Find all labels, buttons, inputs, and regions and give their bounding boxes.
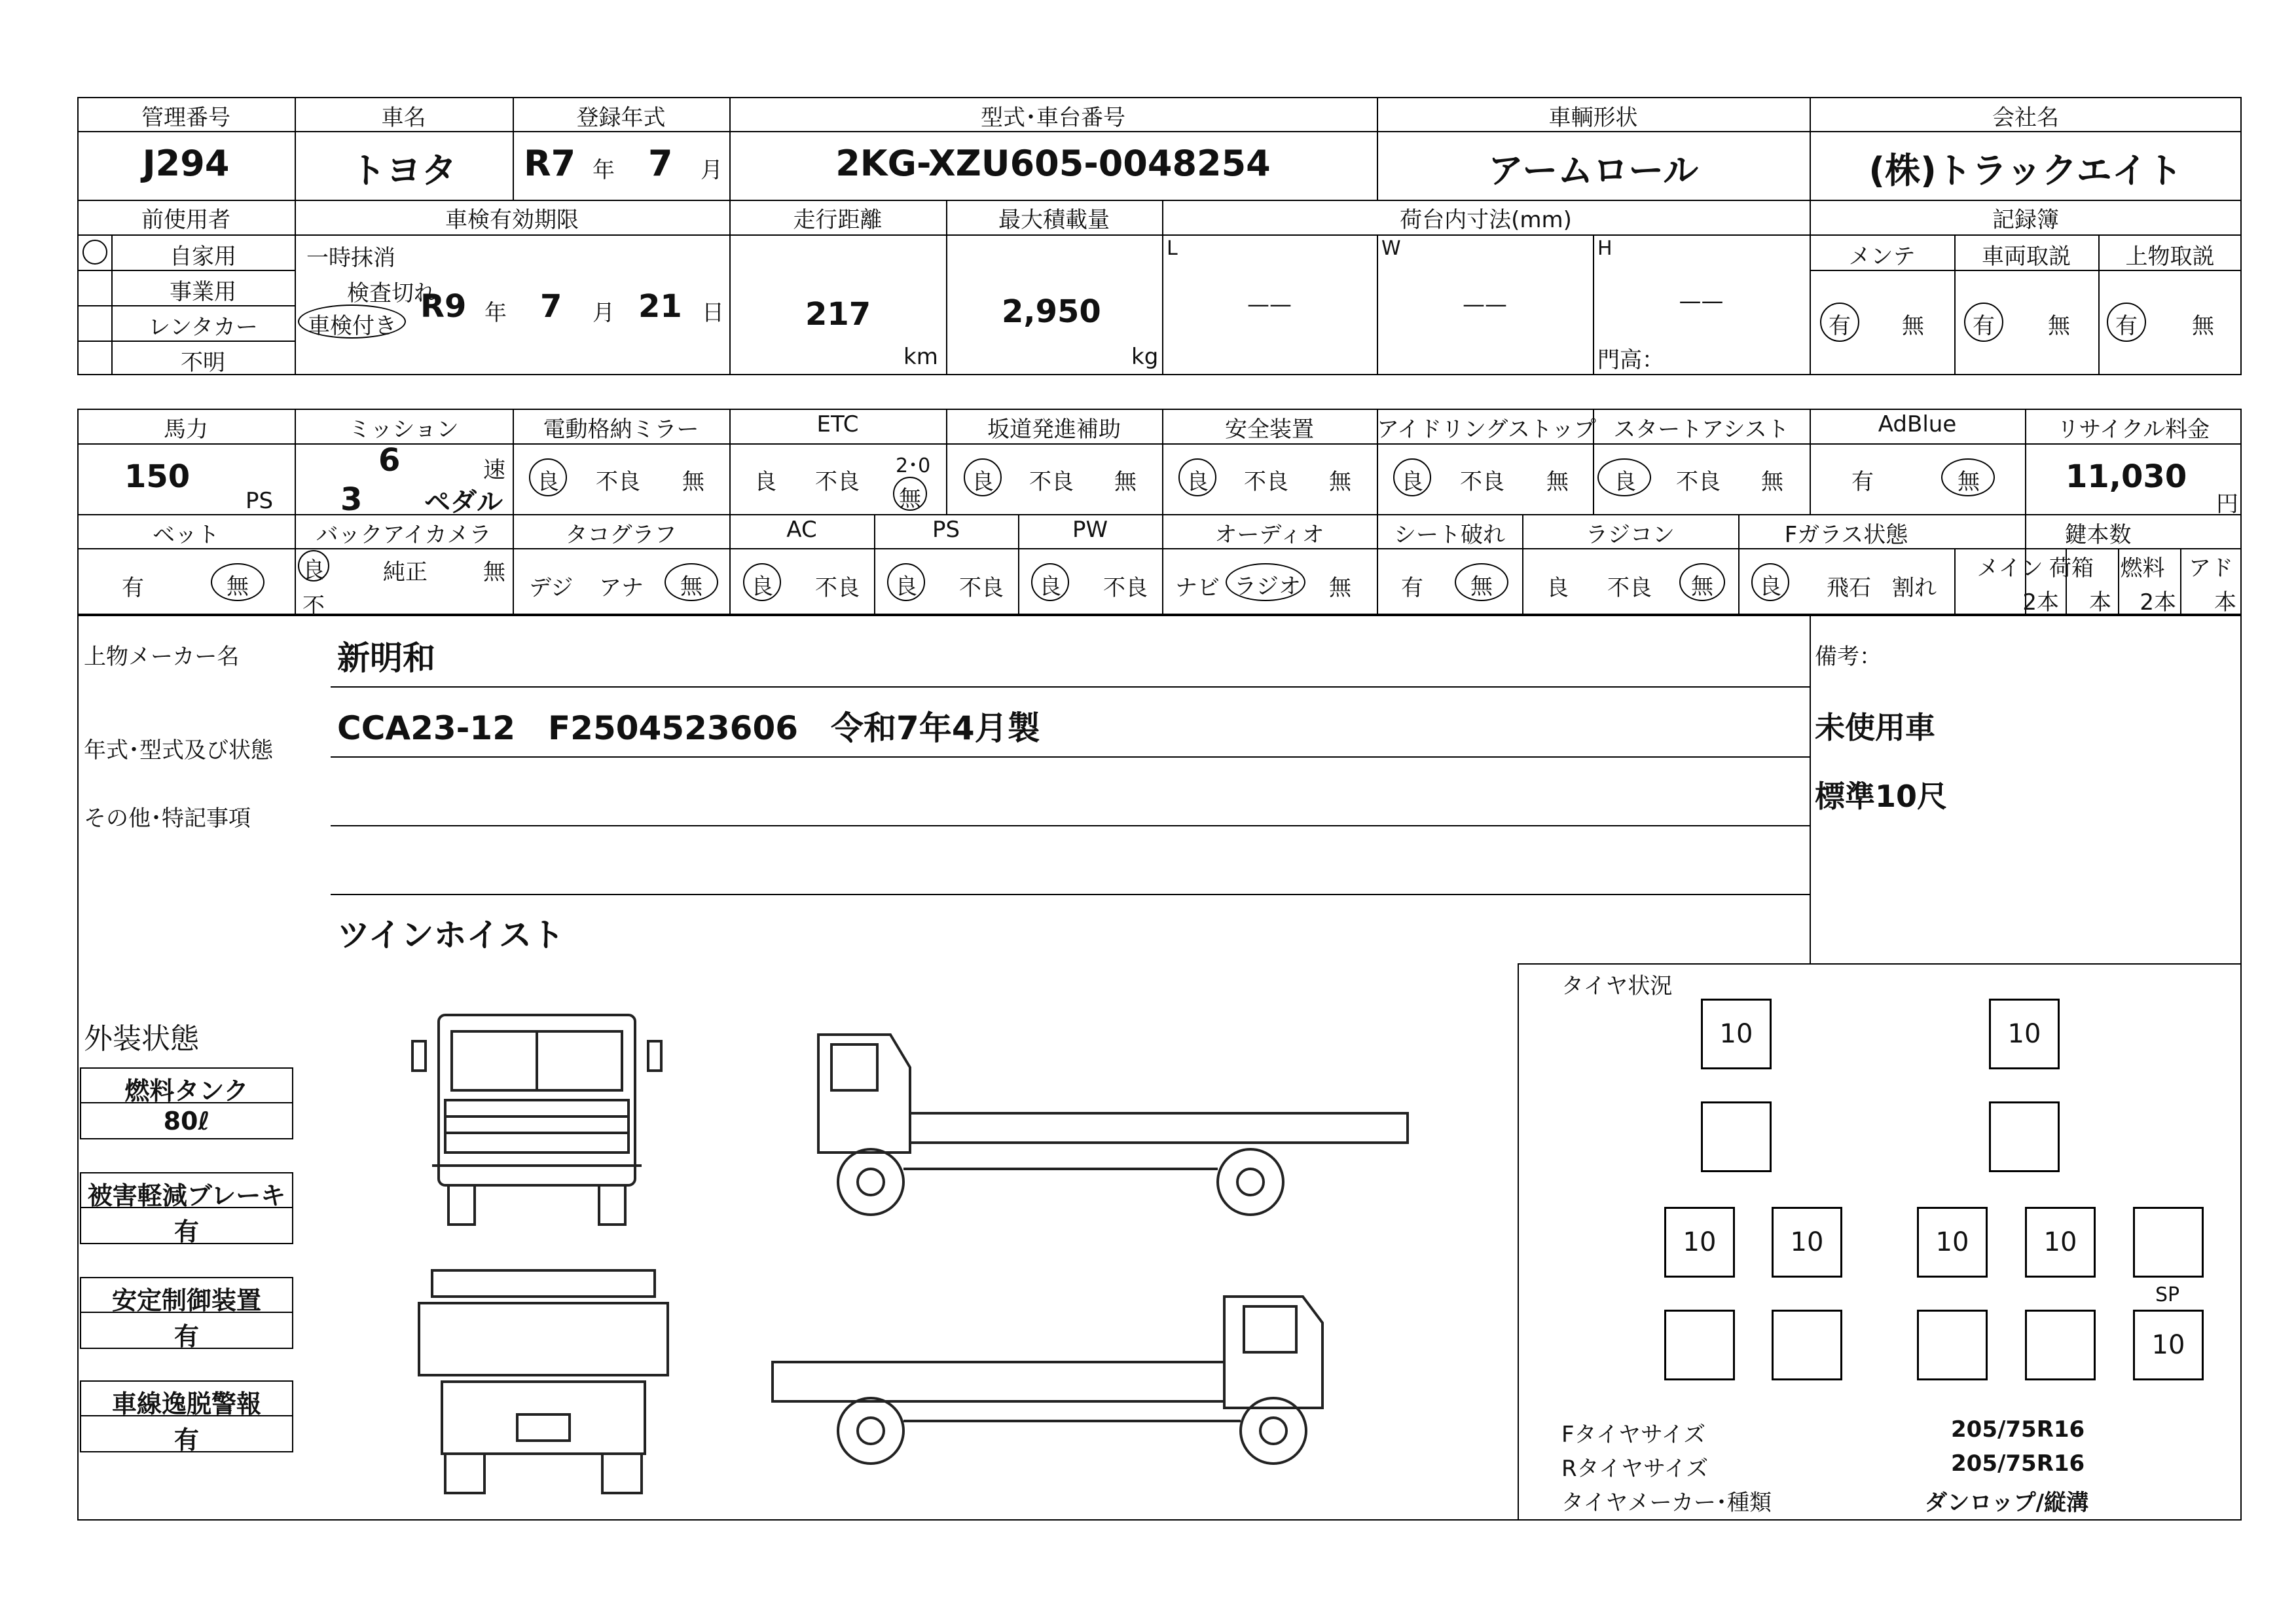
tire-maker: ダンロップ/縦溝 <box>1925 1490 2089 1516</box>
sleeper-yes: 有 <box>122 575 144 601</box>
tire-front-left: 10 <box>1701 999 1772 1069</box>
etc-none: 無 <box>899 486 921 512</box>
sleeper-none: 無 <box>227 574 249 600</box>
year-model-value: CCA23-12 F2504523606 令和7年4月製 <box>337 709 1040 747</box>
label-car-name: 車名 <box>381 105 426 131</box>
remote-bad: 不良 <box>1607 575 1652 601</box>
r-tire-size-label: Rタイヤサイズ <box>1561 1456 1709 1482</box>
gate-height-label: 門高： <box>1597 347 1664 373</box>
label-other-notes: その他･特記事項 <box>84 805 251 832</box>
glass-good: 良 <box>1759 574 1781 600</box>
mirror-none: 無 <box>682 469 704 495</box>
reg-era: R7 <box>524 143 576 184</box>
label-adblue: AdBlue <box>1878 411 1957 437</box>
f-tire-size: 205/75R16 <box>1951 1416 2085 1443</box>
label-safety: 安全装置 <box>1225 416 1314 443</box>
truck-diagrams <box>393 995 1506 1519</box>
max-load-value: 2,950 <box>1002 293 1101 330</box>
ext-fuel-label: 燃料タンク <box>124 1077 249 1105</box>
key-cargo-label: 荷箱 <box>2049 555 2094 581</box>
insp-month: 7 <box>540 288 562 325</box>
label-model-chassis: 型式･車台番号 <box>981 105 1125 131</box>
pw-bad: 不良 <box>1103 575 1148 601</box>
safety-none: 無 <box>1329 469 1351 495</box>
label-mileage: 走行距離 <box>793 207 883 233</box>
mirror-bad: 不良 <box>596 469 640 495</box>
bed-L-label: L <box>1167 237 1178 260</box>
recycle-fee: 11,030 <box>2066 458 2187 495</box>
label-company: 会社名 <box>1992 105 2059 131</box>
label-audio: オーディオ <box>1214 522 1324 548</box>
ext-stability-value: 有 <box>173 1322 199 1351</box>
rec-maint-ari: 有 <box>1829 313 1851 339</box>
ext-lane-value: 有 <box>173 1426 199 1454</box>
bed-W-label: W <box>1381 237 1401 260</box>
truck-front-view <box>412 1015 661 1225</box>
key-main-label: メイン <box>1977 555 2043 581</box>
ac-bad: 不良 <box>815 575 860 601</box>
pedal-label: ペダル <box>424 487 503 517</box>
ps-bad: 不良 <box>959 575 1004 601</box>
audio-none: 無 <box>1329 575 1351 601</box>
start-bad: 不良 <box>1676 469 1721 495</box>
label-hp: 馬力 <box>164 416 208 443</box>
tire-front-right-2 <box>1989 1101 2060 1172</box>
key-fuel-label: 燃料 <box>2120 555 2165 581</box>
label-ps: PS <box>932 517 960 543</box>
backcam-none: 無 <box>483 559 505 585</box>
tire-rear-left-inner: 10 <box>1772 1207 1842 1278</box>
insp-option-valid: 車検付き <box>308 313 397 339</box>
label-max-load: 最大積載量 <box>998 207 1110 233</box>
f-tire-size-label: Fタイヤサイズ <box>1561 1422 1706 1448</box>
bed-H-label: H <box>1597 237 1613 260</box>
remark-unused: 未使用車 <box>1815 710 1935 745</box>
idle-none: 無 <box>1546 469 1569 495</box>
rec-vehicle-ari: 有 <box>1973 313 1995 339</box>
max-load-unit: kg <box>1131 344 1159 370</box>
rec-body-nashi: 無 <box>2192 313 2214 339</box>
backcam-good: 良 <box>302 557 325 583</box>
reg-month: 7 <box>648 143 673 184</box>
rec-body-ari: 有 <box>2115 313 2138 339</box>
company: (株)トラックエイト <box>1868 150 2183 191</box>
body-shape: アームロール <box>1487 150 1699 191</box>
mgmt-no: J294 <box>142 143 230 184</box>
tire-rear-left-outer: 10 <box>1664 1207 1735 1278</box>
pw-good: 良 <box>1039 574 1061 600</box>
car-name: トヨタ <box>350 150 457 191</box>
label-glass: Fガラス状態 <box>1784 522 1908 548</box>
ext-brake-value: 有 <box>173 1217 199 1246</box>
remote-good: 良 <box>1546 575 1569 601</box>
insp-option-temp-cancel: 一時抹消 <box>306 245 395 271</box>
pedal-count: 3 <box>340 481 363 518</box>
r-tire-size: 205/75R16 <box>1951 1450 2085 1477</box>
tire-status-title: タイヤ状況 <box>1561 973 1673 999</box>
ps-good: 良 <box>895 574 917 600</box>
label-body-shape: 車輌形状 <box>1548 105 1638 131</box>
insp-option-expired: 検査切れ <box>347 280 436 306</box>
mirror-good: 良 <box>537 469 559 495</box>
label-remarks: 備考： <box>1815 644 1882 670</box>
rec-maint-nashi: 無 <box>1902 313 1924 339</box>
label-etc: ETC <box>816 411 859 437</box>
truck-side-view-lower <box>773 1297 1322 1464</box>
truck-side-view-upper <box>818 1035 1408 1215</box>
hp-value: 150 <box>124 458 191 495</box>
tire-maker-label: タイヤメーカー･種類 <box>1561 1490 1772 1516</box>
label-year-model: 年式･型式及び状態 <box>84 737 273 764</box>
exterior-title: 外装状態 <box>84 1022 199 1056</box>
label-pw: PW <box>1072 517 1108 543</box>
label-hill-assist: 坂道発進補助 <box>987 416 1121 443</box>
audio-radio: ラジオ <box>1234 574 1301 600</box>
key-fuel-count: 2本 <box>2140 589 2176 616</box>
tire-rear-right-inner: 10 <box>1917 1207 1988 1278</box>
safety-bad: 不良 <box>1244 469 1288 495</box>
glass-crack: 割れ <box>1892 575 1937 601</box>
label-ac: AC <box>786 517 817 543</box>
backcam-fu: 不 <box>302 593 325 619</box>
label-records: 記録簿 <box>1992 207 2059 233</box>
ac-good: 良 <box>751 574 773 600</box>
bed-L-value: —— <box>1247 291 1292 318</box>
reg-nen: 年 <box>592 157 615 183</box>
insp-nen: 年 <box>484 300 507 326</box>
hp-unit: PS <box>246 488 274 514</box>
etc-good: 良 <box>754 469 776 495</box>
tire-rear-right-inner-2 <box>1917 1310 1988 1380</box>
tire-spare: 10 <box>2133 1310 2204 1380</box>
mileage-unit: km <box>903 344 938 370</box>
gears-value: 6 <box>378 442 401 479</box>
ext-lane-label: 車線逸脱警報 <box>111 1390 261 1418</box>
tire-extra <box>2133 1207 2204 1278</box>
truck-rear-view <box>419 1270 668 1493</box>
tacho-digital: デジ <box>529 575 574 601</box>
key-adblue-label: アド <box>2189 555 2233 581</box>
label-body-maker: 上物メーカー名 <box>84 644 240 670</box>
hill-none: 無 <box>1114 469 1137 495</box>
label-remote: ラジコン <box>1586 522 1675 548</box>
user-option-business: 事業用 <box>170 279 236 305</box>
seat-yes: 有 <box>1401 575 1423 601</box>
tire-rear-left-inner-2 <box>1772 1310 1842 1380</box>
label-start-assist: スタートアシスト <box>1613 416 1789 443</box>
key-main-count: 2本 <box>2022 589 2059 616</box>
insp-hi: 日 <box>702 300 724 326</box>
ext-stability-label: 安定制御装置 <box>111 1286 261 1315</box>
label-prev-user: 前使用者 <box>141 207 230 233</box>
remote-none: 無 <box>1691 574 1713 600</box>
rec-label-vehicle-manual: 車両取説 <box>1982 244 2071 270</box>
mileage-value: 217 <box>805 296 871 333</box>
seat-none: 無 <box>1470 574 1493 600</box>
backcam-oem: 純正 <box>383 559 428 585</box>
adblue-none: 無 <box>1958 469 1980 495</box>
tire-rear-right-outer-2 <box>2025 1310 2096 1380</box>
etc-2-0: 2･0 <box>896 454 931 477</box>
insp-era: R9 <box>420 288 467 325</box>
tire-rear-left-outer-2 <box>1664 1310 1735 1380</box>
label-bed-sleeper: ベット <box>153 522 219 548</box>
label-mgmt-no: 管理番号 <box>141 105 230 131</box>
key-adblue-count: 本 <box>2214 589 2236 616</box>
rec-label-maint: メンテ <box>1848 244 1916 270</box>
label-power-mirror: 電動格納ミラー <box>543 416 699 443</box>
user-option-unknown: 不明 <box>181 350 225 376</box>
rec-vehicle-nashi: 無 <box>2048 313 2070 339</box>
gears-unit: 速 <box>483 457 505 483</box>
glass-chip: 飛石 <box>1827 575 1871 601</box>
label-tacho: タコグラフ <box>565 522 677 548</box>
rec-label-body-manual: 上物取説 <box>2125 244 2215 270</box>
insp-tsuki: 月 <box>592 300 615 326</box>
bed-W-value: —— <box>1463 291 1507 318</box>
label-transmission: ミッション <box>348 416 459 443</box>
notes-value: ツインホイスト <box>337 916 564 954</box>
start-good: 良 <box>1614 469 1636 495</box>
start-none: 無 <box>1761 469 1783 495</box>
tacho-analog: アナ <box>599 575 644 601</box>
recycle-unit: 円 <box>2216 491 2238 517</box>
audio-navi: ナビ <box>1175 575 1220 601</box>
reg-tsuki: 月 <box>701 157 723 183</box>
label-recycle: リサイクル料金 <box>2056 416 2210 443</box>
label-idle-stop: アイドリングストップ <box>1377 416 1596 443</box>
adblue-yes: 有 <box>1851 469 1874 495</box>
user-option-private: 自家用 <box>170 244 236 270</box>
etc-bad: 不良 <box>815 469 860 495</box>
ext-brake-label: 被害軽減ブレーキ <box>87 1181 286 1210</box>
label-backcam: バックアイカメラ <box>316 522 492 548</box>
idle-bad: 不良 <box>1460 469 1504 495</box>
user-option-rental: レンタカー <box>148 314 258 341</box>
hill-good: 良 <box>972 469 994 495</box>
label-bed: 荷台内寸法(mm) <box>1400 207 1572 233</box>
key-cargo-count: 本 <box>2089 589 2111 616</box>
tire-rear-right-outer: 10 <box>2025 1207 2096 1278</box>
tacho-none: 無 <box>680 574 702 600</box>
label-seat: シート破れ <box>1394 522 1505 548</box>
safety-good: 良 <box>1186 469 1209 495</box>
bed-H-value: —— <box>1679 288 1724 314</box>
hill-bad: 不良 <box>1029 469 1074 495</box>
body-maker-value: 新明和 <box>337 639 435 677</box>
label-inspection: 車検有効期限 <box>445 207 579 233</box>
label-reg-year: 登録年式 <box>576 105 666 131</box>
label-keys: 鍵本数 <box>2064 522 2132 548</box>
insp-day: 21 <box>638 288 682 325</box>
spare-label: SP <box>2155 1283 2180 1306</box>
tire-front-left-2 <box>1701 1101 1772 1172</box>
tire-front-right: 10 <box>1989 999 2060 1069</box>
model-chassis: 2KG-XZU605-0048254 <box>835 143 1271 184</box>
ext-fuel-value: 80ℓ <box>163 1107 210 1135</box>
user-selected-marker <box>82 240 107 265</box>
remark-standard: 標準10尺 <box>1815 779 1948 814</box>
idle-good: 良 <box>1401 469 1423 495</box>
